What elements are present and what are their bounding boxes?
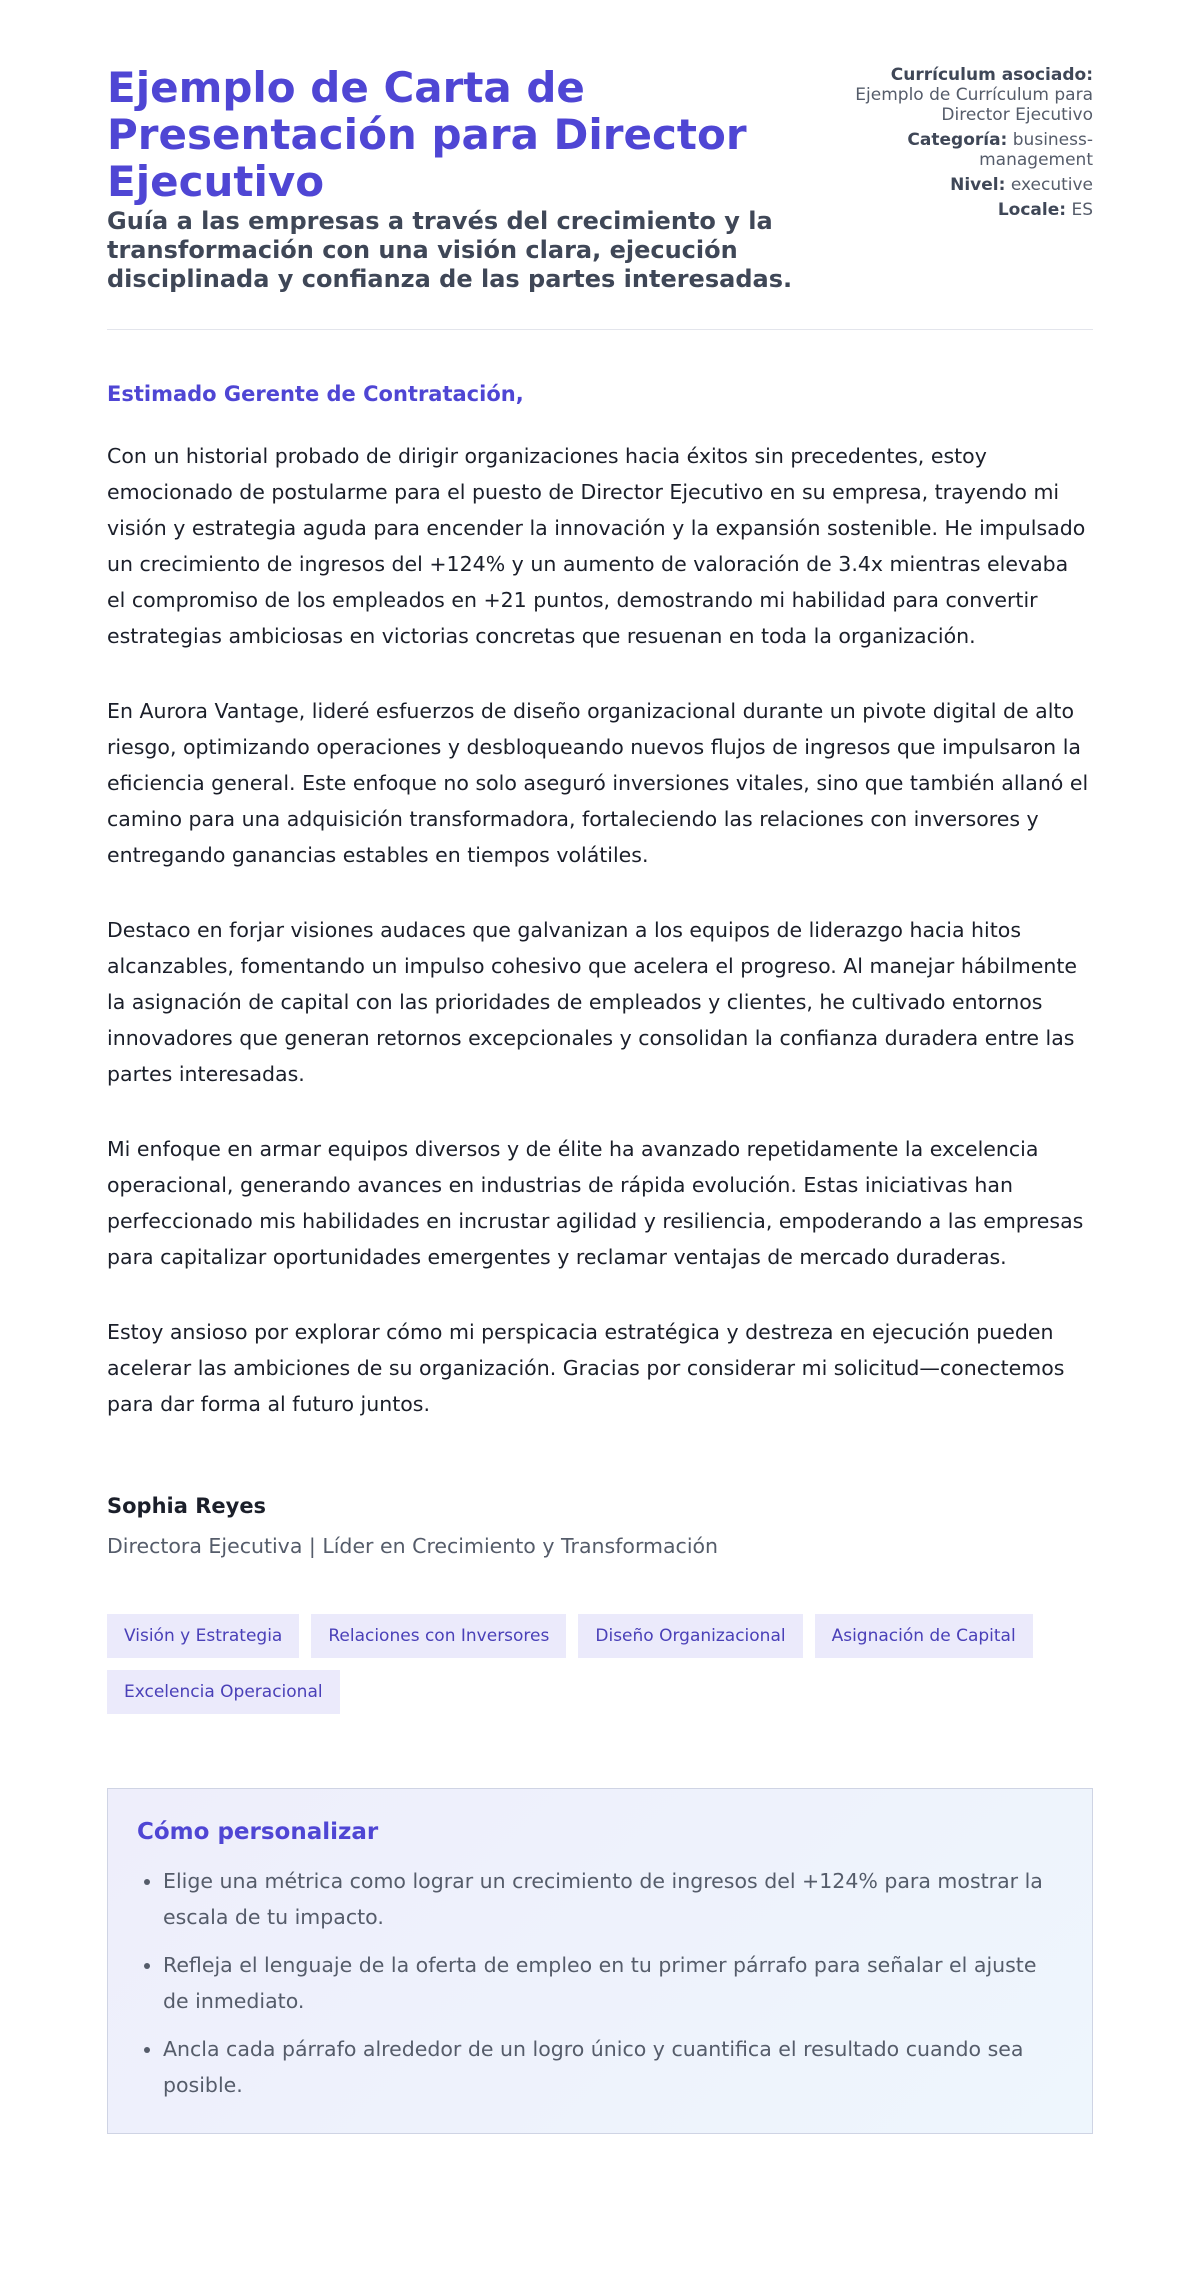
meta-resume-value: Ejemplo de Currículum para Director Ejecutivo (855, 85, 1093, 125)
skill-tag: Asignación de Capital (815, 1614, 1033, 1658)
page-header (107, 64, 1093, 330)
skill-tag: Visión y Estrategia (107, 1614, 299, 1658)
letter-paragraph-3: Destaco en forjar visiones audaces que galvanizan a los equipos de liderazgo hacia hitos alcanzables, fomentando un impulso cohesivo que acelera el progreso. Al manejar hábilmente la asignación de capital con las prioridades de empleados y clientes, he cultivado entornos innovadores que generan retornos excepcionales y consolidan la confianza duradera entre las partes interesadas. (107, 918, 1078, 1086)
meta-resume (853, 65, 1093, 125)
page-title: Ejemplo de Carta de Presentación para Director Ejecutivo (107, 63, 747, 206)
skill-tag: Diseño Organizacional (578, 1614, 802, 1658)
letter-paragraph-2: En Aurora Vantage, lideré esfuerzos de diseño organizacional durante un pivote digital de alto riesgo, optimizando operaciones y desbloqueando nuevos flujos de ingresos que impulsaron la eficiencia general. Este enfoque no solo aseguró inversiones vitales, sino que también allanó el camino para una adquisición transformadora, fortaleciendo las relaciones con inversores y entregando ganancias estables en tiempos volátiles. (107, 699, 1089, 867)
page-subtitle: Guía a las empresas a través del crecimiento y la transformación con una visión clara, ejecución disciplinada y confianza de las partes interesadas. (107, 207, 793, 293)
tip-item: • Elige una métrica como lograr un crecimiento de ingresos del +124% para mostrar la escala de tu impacto. (163, 1863, 1063, 1935)
letter-paragraph-1: Con un historial probado de dirigir organizaciones hacia éxitos sin precedentes, estoy emocionado de postularme para el puesto de Director Ejecutivo en su empresa, trayendo mi visión y estrategia aguda para encender la innovación y la expansión sostenible. He impulsado un crecimiento de ingresos del +124% y un aumento de valoración de 3.4x mientras elevaba el compromiso de los empleados en +21 puntos, demostrando mi habilidad para convertir estrategias ambiciosas en victorias concretas que resuenan en toda la organización. (107, 444, 1086, 648)
meta-locale-label: Locale: (997, 200, 1067, 220)
letter-paragraph-5: Estoy ansioso por explorar cómo mi perspicacia estratégica y destreza en ejecución pueden acelerar las ambiciones de su organización. Gracias por considerar mi solicitud—conectemos para dar forma al futuro juntos. (107, 1320, 1065, 1416)
salutation: Estimado Gerente de Contratación, (107, 382, 524, 406)
meta-category-label: Categoría: (907, 130, 1008, 150)
meta-resume-label: Currículum asociado: (890, 65, 1093, 85)
signature-role: Directora Ejecutiva | Líder en Crecimiento y Transformación (107, 1534, 719, 1558)
metadata-panel (853, 65, 1093, 225)
meta-level-label: Nivel: (950, 175, 1006, 195)
letter-paragraph-4: Mi enfoque en armar equipos diversos y de élite ha avanzado repetidamente la excelencia operacional, generando avances en industrias de rápida evolución. Estas iniciativas han perfeccionado mis habilidades en incrustar agilidad y resiliencia, empoderando a las empresas para capitalizar oportunidades emergentes y reclamar ventajas de mercado duraderas. (107, 1137, 1084, 1269)
meta-locale (853, 200, 1093, 220)
skill-tag: Excelencia Operacional (107, 1670, 340, 1714)
tips-list (137, 1863, 1063, 2103)
meta-category-value: business-management (979, 130, 1093, 170)
meta-level-value: executive (1010, 175, 1093, 195)
meta-level (853, 175, 1093, 195)
letter-body (107, 380, 1093, 1422)
signature-name: Sophia Reyes (107, 1494, 267, 1518)
tip-item: • Ancla cada párrafo alrededor de un logro único y cuantifica el resultado cuando sea posible. (163, 2031, 1063, 2103)
signature-block (107, 1492, 1093, 1560)
customization-tips-box (107, 1788, 1093, 2134)
tips-title: Cómo personalizar (137, 1819, 379, 1845)
tip-item: • Refleja el lenguaje de la oferta de empleo en tu primer párrafo para señalar el ajuste de inmediato. (163, 1947, 1063, 2019)
skill-tag: Relaciones con Inversores (311, 1614, 566, 1658)
meta-category (853, 130, 1093, 170)
skill-tags (107, 1614, 1093, 1714)
meta-locale-value: ES (1071, 200, 1093, 220)
